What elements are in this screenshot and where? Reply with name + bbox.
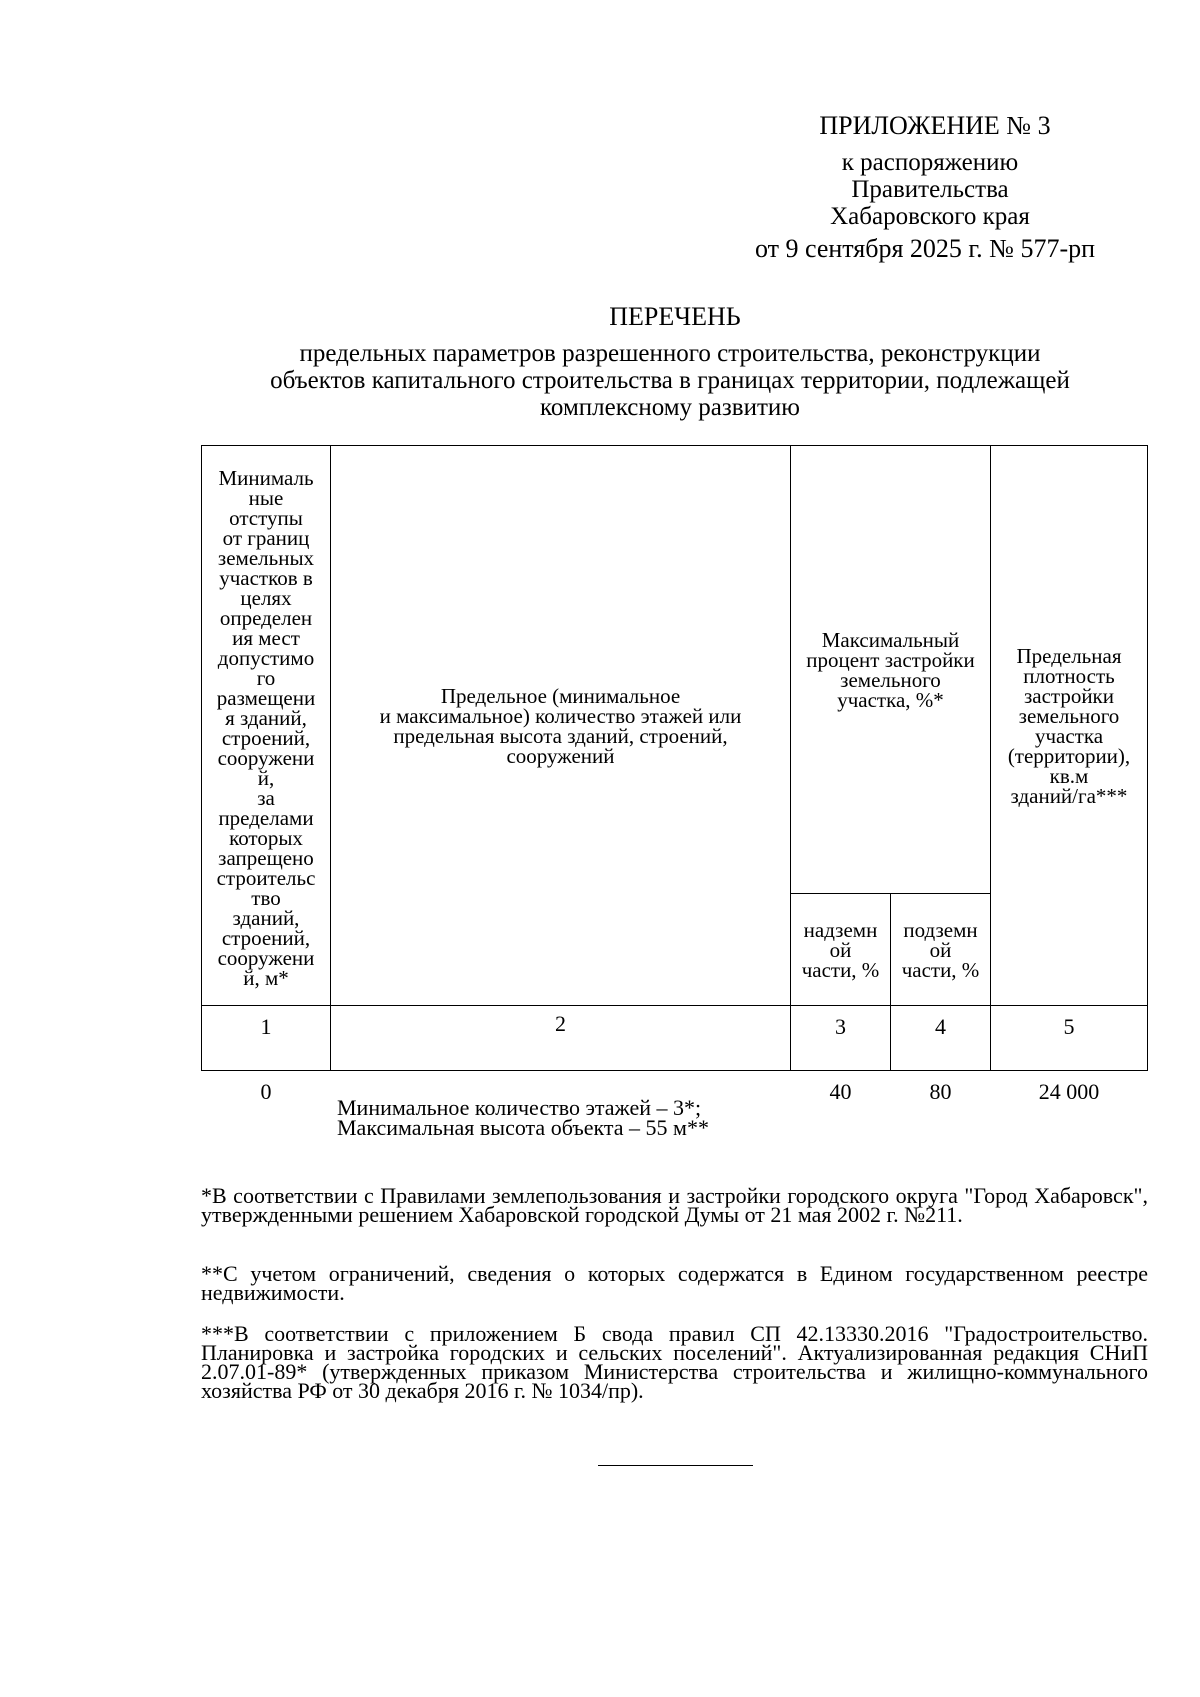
header-line: подземн: [903, 917, 978, 942]
header-line: тво: [251, 886, 281, 910]
footnote-1: *В соответствии с Правилами землепользования и застройки городского округа "Город Хабаровск", утвержденными решением Хабаровской городской Думы от 21 мая 2002 г. №211.: [201, 1183, 1148, 1227]
order-date-line: от 9 сентября 2025 г. № 577-рп: [754, 234, 1096, 263]
header-line: целях: [240, 586, 292, 610]
header-line: го: [256, 666, 276, 690]
header-line: плотность: [1023, 663, 1115, 688]
header-line: Максимальный: [821, 627, 960, 652]
header-line: й, м*: [243, 966, 289, 990]
header-line: Минималь: [218, 466, 314, 490]
header-line: ные: [248, 486, 284, 510]
header-line: участка: [1034, 723, 1104, 748]
header-line: ой: [829, 937, 852, 962]
column-number: 1: [260, 1014, 272, 1039]
end-rule: [598, 1465, 753, 1466]
to-order-line: Правительства: [851, 176, 1009, 203]
header-line: допустимо: [217, 646, 315, 670]
header-line: строительс: [216, 866, 316, 890]
value-floors-height: [337, 1095, 787, 1140]
header-cell-floors-height: [331, 446, 790, 1005]
to-order-block: [770, 149, 1090, 230]
value-line: Максимальная высота объекта – 55 м**: [337, 1115, 709, 1140]
footnote-3: ***В соответствии с приложением Б свода правил СП 42.13330.2016 "Градостроительство. Планировка и застройка городских и сельских поселений". Актуализированная редакция СНиП 2.07.01-89* (утвержденных приказом Министерства строительства и жилищно-коммунального хозяйства РФ от 30 декабря 2016 г. № 1034/пр).: [201, 1321, 1148, 1403]
header-line: зданий,: [232, 906, 300, 930]
value-setback: 0: [260, 1079, 272, 1104]
header-line: земельных: [217, 546, 315, 570]
header-line: сооружени: [217, 746, 315, 770]
column-number: 2: [555, 1011, 566, 1036]
header-line: сооружени: [217, 946, 315, 970]
value-density: 24 000: [1038, 1079, 1100, 1104]
header-line: участка, %*: [837, 687, 944, 712]
header-cell-density: [991, 446, 1147, 1005]
document-title: ПЕРЕЧЕНЬ: [609, 302, 741, 331]
header-line: участков в: [219, 566, 313, 590]
header-line: строений,: [221, 726, 311, 750]
header-line: ой: [929, 937, 952, 962]
header-line: строений,: [221, 926, 311, 950]
header-line: от границ: [222, 526, 310, 550]
table-numbers-bottom: [201, 1070, 1148, 1071]
header-line: й,: [257, 766, 275, 790]
header-line: я зданий,: [225, 706, 307, 730]
header-line: (территории),: [1007, 743, 1131, 768]
footnote-2: **С учетом ограничений, сведения о которых содержатся в Едином государственном реестре недвижимости.: [201, 1261, 1148, 1305]
header-line: пределами: [218, 806, 314, 830]
header-line: которых: [229, 826, 303, 850]
header-line: земельного: [1018, 703, 1120, 728]
header-cell-underground: [891, 894, 990, 1005]
column-number: 4: [935, 1014, 946, 1039]
header-line: и максимальное) количество этажей или: [379, 703, 742, 728]
header-line: предельная высота зданий, строений,: [393, 723, 728, 748]
header-line: кв.м: [1049, 763, 1089, 788]
header-cell-above-ground: [791, 894, 890, 1005]
annex-title: ПРИЛОЖЕНИЕ № 3: [819, 111, 1051, 140]
header-line: земельного: [840, 667, 941, 692]
header-line: надземн: [803, 917, 878, 942]
subtitle-line: предельных параметров разрешенного строительства, реконструкции: [299, 340, 1041, 367]
header-line: зданий/га***: [1010, 783, 1128, 808]
header-line: сооружений: [506, 743, 615, 768]
header-cell-max-coverage: [791, 446, 990, 893]
header-line: части, %: [901, 957, 980, 982]
header-line: застройки: [1023, 683, 1115, 708]
header-line: отступы: [229, 506, 303, 530]
column-number: 5: [1063, 1014, 1075, 1039]
value-underground: 80: [929, 1079, 952, 1104]
header-line: Предельное (минимальное: [440, 683, 681, 708]
header-line: за: [257, 786, 275, 810]
header-line: размещени: [216, 686, 316, 710]
value-above-ground: 40: [829, 1079, 852, 1104]
value-line: Минимальное количество этажей – 3*;: [337, 1095, 702, 1120]
to-order-line: Хабаровского края: [830, 203, 1030, 230]
header-line: Предельная: [1016, 643, 1122, 668]
header-line: процент застройки: [806, 647, 975, 672]
column-number: 3: [835, 1014, 846, 1039]
header-line: ия мест: [232, 626, 300, 650]
to-order-line: к распоряжению: [841, 149, 1019, 176]
table-border-right: [1147, 445, 1148, 1071]
header-line: части, %: [801, 957, 880, 982]
document-subtitle: [200, 340, 1140, 421]
header-line: запрещено: [218, 846, 314, 870]
header-cell-setbacks: [202, 468, 330, 1003]
subtitle-line: комплексному развитию: [540, 394, 800, 421]
table-header-bottom: [201, 1005, 1148, 1006]
subtitle-line: объектов капитального строительства в границах территории, подлежащей: [270, 367, 1070, 394]
header-line: определен: [219, 606, 313, 630]
